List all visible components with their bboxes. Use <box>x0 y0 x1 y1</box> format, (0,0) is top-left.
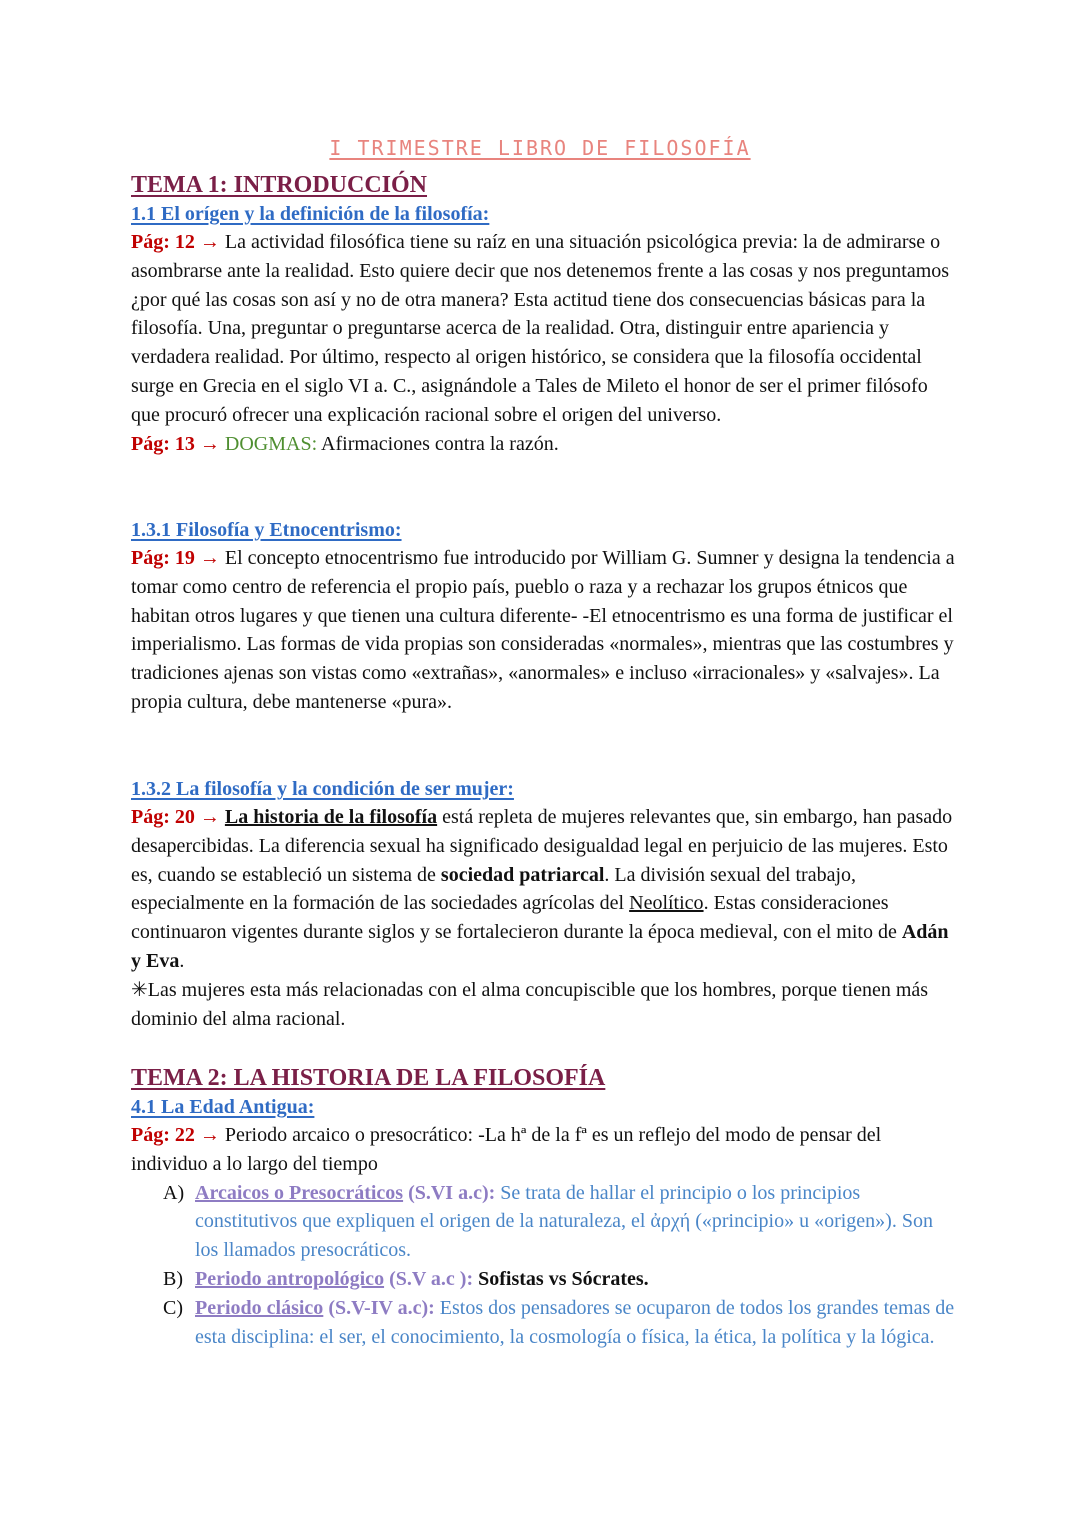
dogmas-paragraph <box>131 430 961 459</box>
neolithic-term: Neolítico <box>629 892 704 915</box>
paragraph-text: La actividad filosófica tiene su raíz en una situación psicológica previa: la de admirarse o asombrarse ante la realidad. Esto quiere decir que nos detenemos frente a las cosas y nos preguntamos ¿por qué las cosas son así y no de otra manera? Esta actitud tiene dos consecuencias básicas para la filosofía. Una, preguntar o preguntarse acerca de la realidad. Otra, distinguir entre apariencia y verdadera realidad. Por último, respecto al origen histórico, se considera que la filosofía occidental surge en Grecia en el siglo VI a. C., asignándole a Tales de Mileto el honor de ser el primer filósofo que procuró ofrecer una explicación racional sobre el origen del universo. <box>131 231 950 426</box>
list-marker: A) <box>163 1181 185 1204</box>
paragraph-text: Periodo arcaico o presocrático: -La hª de la fª es un reflejo del modo de pensar del individuo a lo largo del tiempo <box>131 1124 882 1175</box>
page-ref: Pág: 20 → <box>131 806 220 828</box>
section-1-3-1-paragraph <box>131 544 961 717</box>
period-name: Arcaicos o Presocráticos <box>195 1181 404 1204</box>
page-ref: Pág: 12 → <box>131 231 220 253</box>
list-marker: C) <box>163 1296 183 1319</box>
sofistas-socrates: Sofistas vs Sócrates <box>478 1267 644 1290</box>
list-item <box>131 1294 961 1352</box>
page-ref: Pág: 13 → <box>131 432 220 455</box>
page-ref: Pág: 22 → <box>131 1124 220 1146</box>
period-dates: (S.V-IV a.c): <box>323 1296 435 1319</box>
section-4-1-paragraph <box>131 1121 961 1179</box>
paragraph-text: Afirmaciones contra la razón. <box>317 432 559 455</box>
item-tail: . <box>643 1267 649 1290</box>
section-1-3-2 <box>131 775 961 1033</box>
period-dates: (S.VI a.c): <box>403 1181 496 1204</box>
history-of-philosophy-link-text: La historia de la filosofía <box>224 806 438 828</box>
list-item <box>131 1179 961 1265</box>
section-1-3-1-heading: 1.3.1 Filosofía y Etnocentrismo: <box>131 519 402 541</box>
paragraph-text: está repleta de mujeres relevantes que, sin embargo, han pasado desapercibidas. La diferencia sexual ha significado desigualdad legal en perjuicio de las mujeres. Esto es, cuando se estableció un sistema de <box>131 806 953 886</box>
tema2-section <box>131 1063 961 1351</box>
note-paragraph: ✳Las mujeres esta más relacionadas con el alma concupiscible que los hombres, porque tienen más dominio del alma racional. <box>131 978 929 1030</box>
section-1-1-heading: 1.1 El orígen y la definición de la filosofía: <box>131 203 490 225</box>
tema2-heading: TEMA 2: LA HISTORIA DE LA FILOSOFÍA <box>131 1065 606 1091</box>
paragraph-text: . La división sexual del trabajo, especialmente en la formación de las sociedades agrícolas del <box>131 863 857 915</box>
periods-list <box>131 1179 961 1352</box>
section-1-3-2-paragraph <box>131 803 961 976</box>
paragraph-text: El concepto etnocentrismo fue introducido por William G. Sumner y designa la tendencia a tomar como centro de referencia el propio país, pueblo o raza y a rechazar los grupos étnicos que habitan otros lugares y que tienen una cultura diferente- -El etnocentrismo es una forma de justificar el imperialismo. Las formas de vida propias son consideradas «normales», mientras que las costumbres y tradiciones ajenas son vistas como «extrañas», «anormales» e incluso «irracionales» y «salvajes». La propia cultura, debe mantenerse «pura». <box>131 547 955 713</box>
period-name: Periodo antropológico <box>195 1267 385 1290</box>
section-4-1-heading: 4.1 La Edad Antigua: <box>131 1096 315 1118</box>
paragraph-text: . Estas consideraciones continuaron vigentes durante siglos y se fortalecieron durante la época medieval, con el mito de <box>131 892 902 944</box>
list-item <box>131 1265 961 1294</box>
period-name: Periodo clásico <box>195 1296 324 1319</box>
page-ref: Pág: 19 → <box>131 547 220 569</box>
period-dates: (S.V a.c ): <box>384 1267 474 1290</box>
dogmas-term: DOGMAS: <box>219 432 318 455</box>
document-title: I TRIMESTRE LIBRO DE FILOSOFÍA <box>329 136 751 160</box>
section-1-1-paragraph <box>131 228 961 430</box>
list-marker: B) <box>163 1267 183 1290</box>
period-description: Se trata de hallar el principio o los principios constitutivos que expliquen el origen de la naturaleza, el ἀρχή («principio» u «origen»). Son los llamados presocráticos. <box>195 1181 933 1262</box>
paragraph-text: . <box>179 949 185 972</box>
adam-eve-term: Adán y Eva <box>131 921 949 972</box>
patriarchal-society-term: sociedad patriarcal <box>440 863 605 886</box>
tema1-heading: TEMA 1: INTRODUCCIÓN <box>131 172 428 198</box>
tema1-section <box>131 170 961 458</box>
section-1-3-2-heading: 1.3.2 La filosofía y la condición de ser mujer: <box>131 778 514 800</box>
period-description: Estos dos pensadores se ocuparon de todos los grandes temas de esta disciplina: el ser, el conocimiento, la cosmología o física, la ética, la política y la lógica. <box>195 1296 955 1348</box>
section-1-3-1 <box>131 516 961 717</box>
